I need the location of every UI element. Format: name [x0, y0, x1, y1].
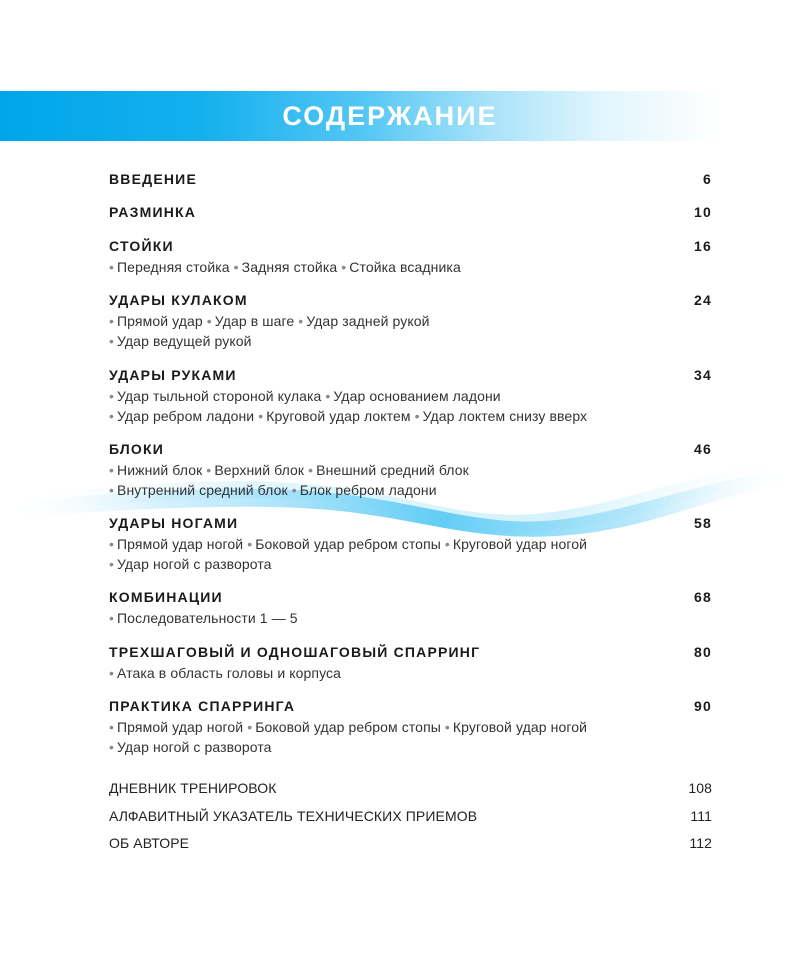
bullet: •: [109, 259, 115, 275]
chapter-page-number: 80: [694, 644, 712, 660]
toc-chapter[interactable]: [109, 292, 712, 351]
subtopic-line: [109, 312, 712, 332]
subtopic-line: [109, 407, 712, 427]
bullet: •: [291, 481, 297, 498]
bullet: •: [109, 462, 115, 478]
toc-chapter[interactable]: [109, 171, 712, 188]
bullet: •: [109, 665, 115, 681]
toc-chapter[interactable]: [109, 515, 712, 574]
subtopic-line: [109, 258, 712, 278]
bullet: •: [444, 536, 450, 552]
chapter-title: УДАРЫ РУКАМИ: [109, 367, 237, 383]
bullet: •: [109, 555, 115, 572]
chapter-title: УДАРЫ НОГАМИ: [109, 515, 239, 531]
subtopic: Атака в область головы и корпуса: [117, 665, 342, 681]
toc-chapter[interactable]: [109, 204, 712, 221]
page-title: СОДЕРЖАНИЕ: [282, 101, 498, 131]
bullet: •: [109, 388, 115, 404]
subtopic: Прямой удар ногой: [117, 719, 248, 735]
subtopic-line: [109, 387, 712, 407]
subtopic-line: [109, 481, 712, 501]
subtopic: Удар локтем снизу вверх: [422, 407, 588, 424]
bullet: •: [109, 610, 115, 626]
chapter-heading: [109, 441, 712, 458]
chapter-page-number: 10: [694, 204, 712, 220]
toc-chapter[interactable]: [109, 698, 712, 757]
bullet: •: [109, 738, 115, 755]
chapter-page-number: 68: [694, 589, 712, 605]
subtopic: Прямой удар: [117, 313, 207, 329]
subtopic: Удар ведущей рукой: [117, 332, 252, 349]
bullet: •: [109, 407, 115, 424]
subtopic: Внешний средний блок: [316, 462, 469, 478]
chapter-page-number: 6: [703, 171, 712, 187]
appendix-title: ОБ АВТОРЕ: [109, 835, 190, 851]
toc-appendix-entry[interactable]: [109, 808, 712, 824]
toc-chapter[interactable]: [109, 367, 712, 426]
subtopic: Нижний блок: [117, 462, 207, 478]
subtopic-line: [109, 555, 712, 575]
subtopic: Удар основанием ладони: [333, 388, 501, 404]
chapter-heading: [109, 367, 712, 384]
toc-chapter[interactable]: [109, 238, 712, 278]
appendix-title: ДНЕВНИК ТРЕНИРОВОК: [109, 780, 277, 796]
chapter-page-number: 34: [694, 367, 712, 383]
subtopic: Удар тыльной стороной кулака: [117, 388, 326, 404]
bullet: •: [298, 313, 304, 329]
subtopic: Удар в шаге: [214, 313, 299, 329]
chapter-page-number: 16: [694, 238, 712, 254]
subtopic: Стойка всадника: [349, 259, 461, 275]
subtopic-line: [109, 609, 712, 629]
appendix-page-number: 108: [688, 780, 712, 796]
subtopic: Боковой удар ребром стопы: [255, 536, 445, 552]
toc-chapter[interactable]: [109, 589, 712, 629]
bullet: •: [414, 407, 420, 424]
bullet: •: [233, 259, 239, 275]
appendix-title: АЛФАВИТНЫЙ УКАЗАТЕЛЬ ТЕХНИЧЕСКИХ ПРИЕМОВ: [109, 808, 478, 824]
toc-chapter[interactable]: [109, 441, 712, 500]
subtopic: Боковой удар ребром стопы: [255, 719, 445, 735]
subtopic: Круговой удар локтем: [266, 407, 415, 424]
subtopic-line: [109, 332, 712, 352]
chapter-title: УДАРЫ КУЛАКОМ: [109, 292, 248, 308]
subtopic: Круговой удар ногой: [452, 536, 588, 552]
bullet: •: [109, 536, 115, 552]
chapter-heading: [109, 698, 712, 715]
bullet: •: [109, 313, 115, 329]
bullet: •: [109, 332, 115, 349]
bullet: •: [308, 462, 314, 478]
bullet: •: [109, 481, 115, 498]
chapter-title: ПРАКТИКА СПАРРИНГА: [109, 698, 296, 714]
subtopic: Удар ребром ладони: [117, 407, 259, 424]
bullet: •: [325, 388, 331, 404]
bullet: •: [444, 719, 450, 735]
chapter-title: ТРЕХШАГОВЫЙ И ОДНОШАГОВЫЙ СПАРРИНГ: [109, 644, 481, 660]
chapter-title: ВВЕДЕНИЕ: [109, 171, 197, 187]
subtopic: Передняя стойка: [117, 259, 234, 275]
chapter-heading: [109, 292, 712, 309]
subtopic: Блок ребром ладони: [299, 481, 437, 498]
chapter-page-number: 46: [694, 441, 712, 457]
appendix-page-number: 112: [689, 835, 712, 851]
appendix-page-number: 111: [690, 808, 712, 824]
subtopic: Последовательности 1 — 5: [117, 610, 298, 626]
chapter-title: КОМБИНАЦИИ: [109, 589, 223, 605]
subtopic-line: [109, 664, 712, 684]
subtopic: Прямой удар ногой: [117, 536, 248, 552]
bullet: •: [109, 719, 115, 735]
subtopic: Удар задней рукой: [306, 313, 430, 329]
bullet: •: [206, 462, 212, 478]
bullet: •: [247, 536, 253, 552]
chapter-heading: [109, 515, 712, 532]
subtopic: Круговой удар ногой: [452, 719, 588, 735]
subtopic: Задняя стойка: [241, 259, 342, 275]
bullet: •: [341, 259, 347, 275]
toc-appendix-entry[interactable]: [109, 780, 712, 796]
subtopic-line: [109, 718, 712, 738]
chapter-page-number: 24: [694, 292, 712, 308]
bullet: •: [258, 407, 264, 424]
chapter-heading: [109, 171, 712, 188]
subtopic: Внутренний средний блок: [117, 481, 292, 498]
toc-chapter[interactable]: [109, 644, 712, 684]
chapter-title: РАЗМИНКА: [109, 204, 197, 220]
subtopic-line: [109, 738, 712, 758]
chapter-heading: [109, 238, 712, 255]
toc-appendix-entry[interactable]: [109, 835, 712, 851]
chapter-heading: [109, 644, 712, 661]
subtopic: Верхний блок: [214, 462, 309, 478]
subtopic-line: [109, 535, 712, 555]
bullet: •: [206, 313, 212, 329]
chapter-page-number: 90: [694, 698, 712, 714]
subtopic: Удар ногой с разворота: [117, 738, 272, 755]
chapter-heading: [109, 204, 712, 221]
chapter-title: СТОЙКИ: [109, 238, 174, 254]
chapter-page-number: 58: [694, 515, 712, 531]
subtopic: Удар ногой с разворота: [117, 555, 272, 572]
bullet: •: [247, 719, 253, 735]
subtopic-line: [109, 461, 712, 481]
chapter-heading: [109, 589, 712, 606]
chapter-title: БЛОКИ: [109, 441, 165, 457]
